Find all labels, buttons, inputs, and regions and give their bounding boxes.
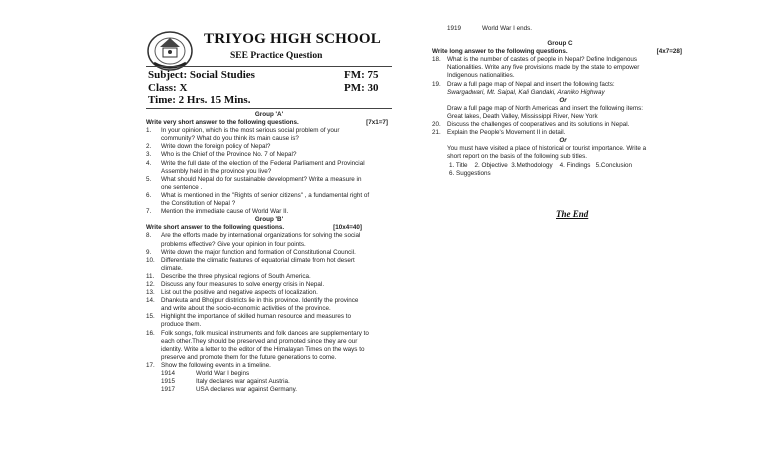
question-number: 3. <box>146 151 152 159</box>
group-c-instruction-row <box>432 48 682 56</box>
question-number: 11. <box>146 272 155 280</box>
question-line: What should Nepal do for sustainable development? Write a measure in <box>161 175 362 183</box>
question-line: and write about the socio-economic activities of the province. <box>161 305 331 313</box>
question-line: Discuss the challenges of cooperatives and its solutions in Nepal. <box>447 121 630 129</box>
question-number: 15. <box>146 313 155 321</box>
time-line: Time: 2 Hrs. 15 Mins. <box>148 94 251 106</box>
question-line: Dhankuta and Bhojpur districts lie in this province. Identify the province <box>161 297 359 305</box>
header-divider <box>146 66 392 67</box>
question-21-alternative <box>432 145 682 177</box>
question-item <box>146 232 392 248</box>
question-number: 2. <box>146 143 152 151</box>
subject-line: Subject: Social Studies <box>148 69 255 81</box>
report-subtitles: 1. Title 2. Objective 3.Methodology 4. Findings 5.Conclusion <box>449 161 633 169</box>
question-line: identity. Write a letter to the editor of the Himalayan Times on the ways to <box>161 345 365 353</box>
question-item <box>146 313 392 329</box>
question-item <box>146 127 392 143</box>
question-item <box>146 160 392 176</box>
group-a-title: Group 'A' <box>254 111 284 118</box>
question-number: 10. <box>146 256 155 264</box>
question-20 <box>432 121 682 129</box>
question-number: 21. <box>432 129 441 137</box>
question-item <box>146 362 392 370</box>
question-line: Highlight the importance of skilled human resource and measures to <box>161 313 352 321</box>
question-number: 20. <box>432 121 441 129</box>
question-number: 8. <box>146 232 152 240</box>
question-item <box>146 289 392 297</box>
question-line: Write down the major function and formation of Constitutional Council. <box>161 248 356 256</box>
question-item <box>146 297 392 313</box>
question-line: problems effective? Give your opinion in four points. <box>161 240 306 248</box>
question-number: 9. <box>146 248 152 256</box>
question-line: Explain the People's Movement II in detail. <box>447 129 566 137</box>
question-number: 4. <box>146 159 152 167</box>
timeline-event: World War I ends. <box>482 25 533 32</box>
group-c-title: Group C <box>547 40 573 48</box>
question-line: Write down the foreign policy of Nepal? <box>161 143 271 151</box>
question-item <box>146 192 392 208</box>
question-line: Mention the immediate cause of World War II. <box>161 208 289 216</box>
the-end-label: The End <box>556 209 589 219</box>
timeline-event: World War I begins <box>196 370 250 377</box>
question-line: climate. <box>161 264 183 272</box>
school-name: TRIYOG HIGH SCHOOL <box>204 31 381 47</box>
group-b-instruction-row <box>146 224 392 232</box>
group-a-questions <box>146 127 392 216</box>
question-line: Discuss any four measures to solve energy crisis in Nepal. <box>161 280 325 288</box>
group-c-instruction: Write long answer to the following questions. <box>432 48 568 56</box>
timeline-year: 1917 <box>161 386 176 394</box>
timeline-year: 1919 <box>447 25 462 32</box>
question-number: 1. <box>146 127 152 135</box>
group-b-questions <box>146 232 392 370</box>
question-number: 13. <box>146 289 155 297</box>
timeline-row <box>161 386 392 394</box>
question-line: community? What do you think its main cause is? <box>161 135 299 143</box>
timeline-year: 1914 <box>161 370 176 377</box>
question-number: 18. <box>432 56 441 64</box>
group-b-title: Group 'B' <box>254 216 284 224</box>
group-a-marks: [7x1=7] <box>366 119 388 127</box>
timeline-row <box>161 378 392 386</box>
question-item <box>146 208 392 216</box>
question-19-alternative <box>432 105 682 121</box>
question-item <box>146 330 392 362</box>
group-b-marks: [10x4=40] <box>333 224 362 232</box>
question-line: the Constitution of Nepal ? <box>161 200 236 208</box>
question-line: preserve and promote them for the future generations to come. <box>161 353 337 361</box>
group-b-instruction: Write short answer to the following questions. <box>146 224 285 232</box>
question-line: You must have visited a place of historical or tourist importance. Write a <box>447 145 647 153</box>
question-line: What is the number of castes of people in Nepal? Define Indigenous <box>447 56 638 64</box>
question-21 <box>432 129 682 137</box>
or-separator-1: Or <box>559 96 567 104</box>
left-column <box>146 111 392 394</box>
timeline-year: 1915 <box>161 378 176 386</box>
class-line: Class: X <box>148 82 188 94</box>
question-line: short report on the basis of the following sub titles. <box>447 153 588 161</box>
question-line: produce them. <box>161 321 202 329</box>
question-line: Are the efforts made by international organizations for solving the social <box>161 232 361 240</box>
question-line: Who is the Chief of the Province No. 7 of Nepal? <box>161 151 297 159</box>
group-a-instruction: Write very short answer to the following questions. <box>146 119 299 127</box>
exam-title: SEE Practice Question <box>230 51 323 61</box>
question-line: Show the following events in a timeline. <box>161 361 271 369</box>
question-line: Write the full date of the election of the Federal Parliament and Provincial <box>161 159 365 167</box>
question-number: 6. <box>146 191 152 199</box>
question-item <box>146 249 392 257</box>
question-line: Differentiate the climatic features of equatorial climate from hot desert <box>161 256 355 264</box>
pass-marks: PM: 30 <box>344 82 379 94</box>
timeline-events <box>146 370 392 394</box>
question-number: 14. <box>146 297 155 305</box>
timeline-row <box>161 370 392 378</box>
question-line: Folk songs, folk musical instruments and folk dances are supplementary to <box>161 329 369 337</box>
question-line: Nationalities. Write any five provisions made by the state to empower <box>447 64 640 72</box>
question-line: Draw a full page map of Nepal and insert the following facts: <box>447 80 615 88</box>
question-line: Swargadwari, Mt. Saipal, Kali Gandaki, Araniko Highway <box>447 88 605 96</box>
right-column <box>432 25 682 178</box>
question-line: List out the positive and negative aspects of localization. <box>161 289 318 297</box>
question-item <box>146 273 392 281</box>
or-separator-2: Or <box>559 137 567 145</box>
question-line: each other.They should be preserved and promoted since they are our <box>161 337 358 345</box>
question-number: 12. <box>146 280 155 288</box>
question-item <box>146 143 392 151</box>
question-number: 16. <box>146 329 155 337</box>
report-subtitles-cont: 6. Suggestions <box>449 169 491 177</box>
question-number: 7. <box>146 208 152 216</box>
question-number: 17. <box>146 361 155 369</box>
question-18 <box>432 56 682 80</box>
question-19 <box>432 81 682 97</box>
question-line: In your opinion, which is the most serious social problem of your <box>161 127 340 135</box>
question-line: one sentence . <box>161 183 203 191</box>
question-line: Great lakes, Death Valley, Mississippi River, New York <box>447 112 598 120</box>
question-item <box>146 176 392 192</box>
question-number: 5. <box>146 175 152 183</box>
question-item <box>146 281 392 289</box>
header-divider-bottom <box>146 108 392 109</box>
full-marks: FM: 75 <box>344 69 379 81</box>
question-line: Assembly held in the province you live? <box>161 167 272 175</box>
question-line: Describe the three physical regions of South America. <box>161 272 311 280</box>
group-c-marks: [4x7=28] <box>656 48 682 56</box>
question-line: Indigenous nationalities. <box>447 72 515 80</box>
question-item <box>146 257 392 273</box>
timeline-event: Italy declares war against Austria. <box>196 378 290 386</box>
question-line: Draw a full page map of North Americas and insert the following items: <box>447 104 643 112</box>
question-line: What is mentioned in the "Rights of senior citizens" , a fundamental right of <box>161 191 370 199</box>
question-number: 19. <box>432 80 441 88</box>
timeline-row <box>432 25 682 33</box>
question-item <box>146 151 392 159</box>
group-a-instruction-row <box>146 119 392 127</box>
timeline-event: USA declares war against Germany. <box>196 386 298 394</box>
